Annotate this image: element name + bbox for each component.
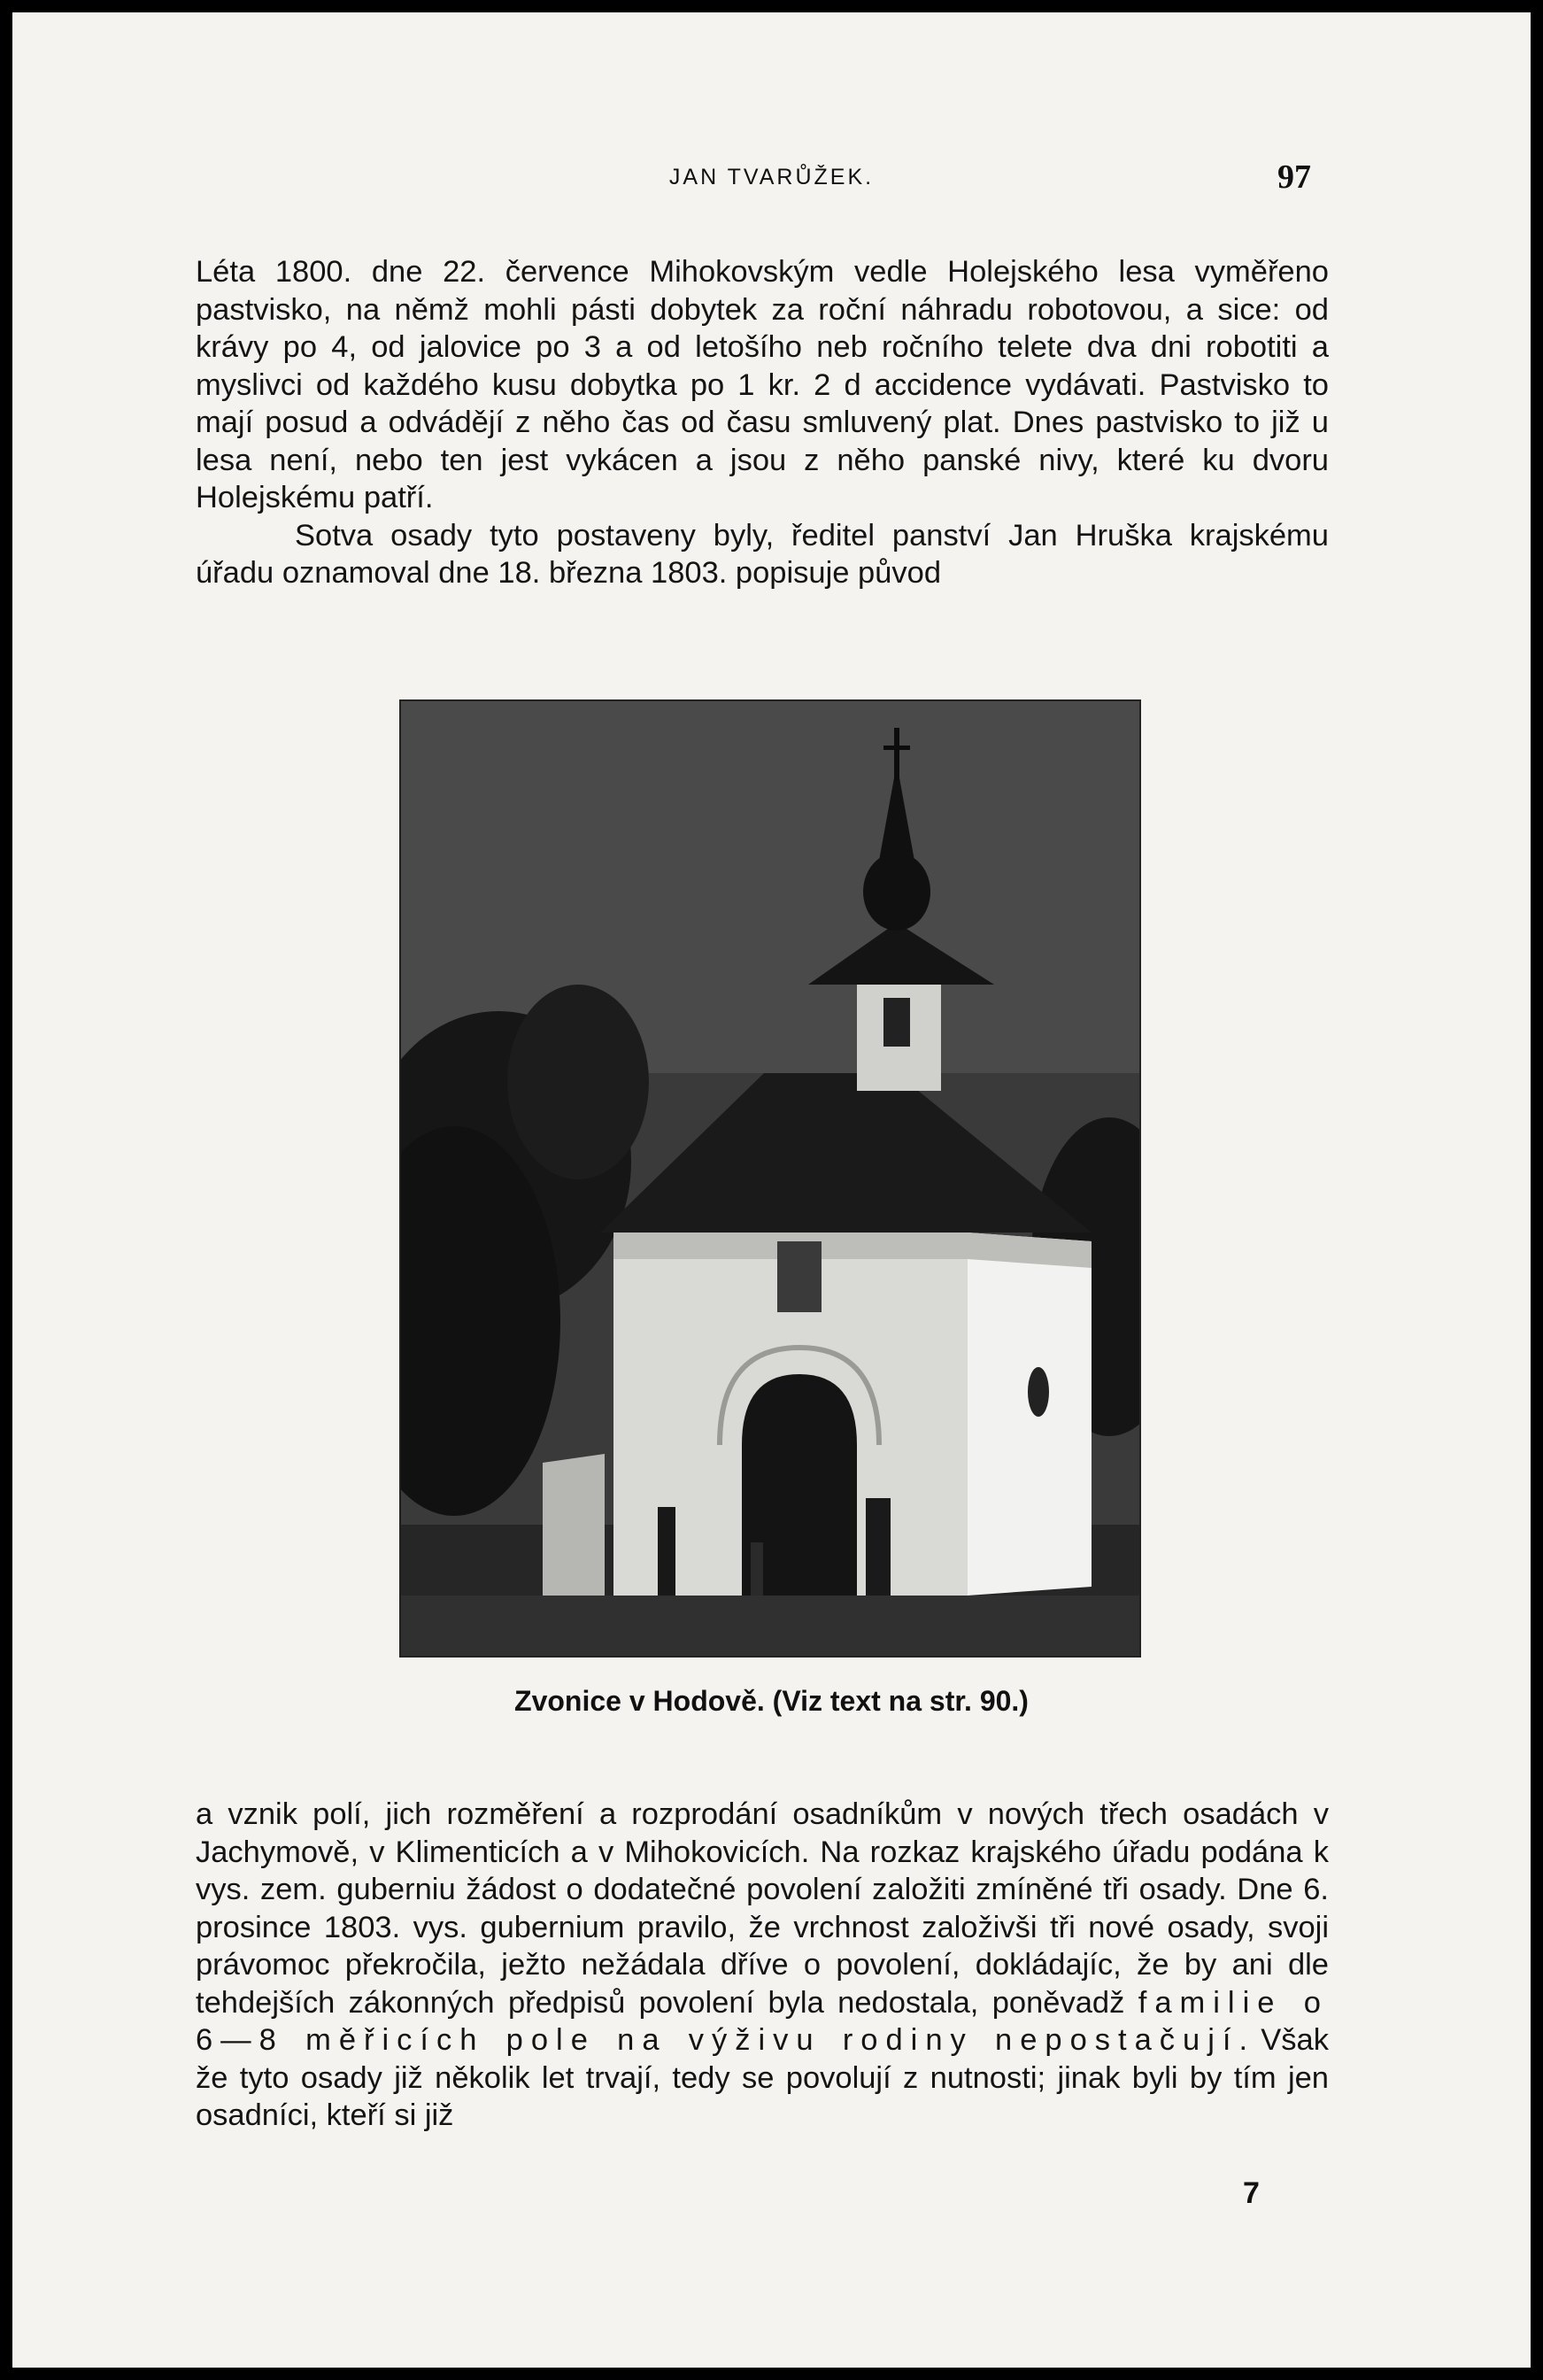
belfry-illustration: [401, 701, 1139, 1656]
spaced-emphasis: familie o 6—8 měřicích pole na výživu rodiny nepostačují: [196, 1985, 1329, 2057]
paragraph-hruska: Sotva osady tyto postaveny byly, ředitel panství Jan Hruška krajskému úřadu oznamoval dne 18. března 1803. popisuje původ: [196, 518, 1329, 590]
paragraph-pasture: Léta 1800. dne 22. července Mihokovským vedle Holejského lesa vyměřeno pastvisko, na němž mohli pásti dobytek za roční náhradu robotovou, a sice: od krávy po 4, od jalovice po 3 a od letošího neb ročního telete dva dni robotiti a myslivci od každého kusu dobytka po 1 kr. 2 d accidence vydávati. Pastvisko to mají posud a odvádějí z něho čas od času smluvený plat. Dnes pastvisko to již u lesa není, nebo ten jest vykácen a jsou z něho panské nivy, které ku dvoru Holejskému patří.: [196, 255, 1329, 514]
book-page: [12, 12, 1531, 2368]
figure-caption: Zvonice v Hodově. (Viz text na str. 90.): [514, 1685, 1029, 1717]
bottom-text-block: [196, 1796, 1329, 2135]
paragraph-gubernium: [196, 1796, 1329, 2135]
page-number: 97: [1277, 158, 1311, 196]
belfry-photo: [399, 699, 1141, 1658]
gubernium-text-start: a vznik polí, jich rozměření a rozprodání osadníkům v nových třech osadách v Jachymově, v Klimenticích a v Mihokovicích. Na rozkaz krajského úřadu podána k vys. zem. guberniu žádost o dodatečné povolení založiti zmíněné tři osady. Dne 6. prosince 1803. vys. gubernium pravilo, že vrchnost založivši tři nové osady, svoji právomoc překročila, ježto nežádala dříve o povolení, dokládajíc, že by ani dle tehdejších zákonných předpisů povolení byla nedostala, poněvadž: [196, 1797, 1329, 2020]
gubernium-text-end: . Však že tyto osady již několik let trvají, tedy se povolují z nutnosti; jinak byli by tím jen osadníci, kteří si již: [196, 2023, 1329, 2132]
signature-mark: 7: [1243, 2176, 1260, 2210]
running-head: JAN TVARŮŽEK.: [668, 165, 875, 189]
top-text-block: [196, 253, 1329, 592]
